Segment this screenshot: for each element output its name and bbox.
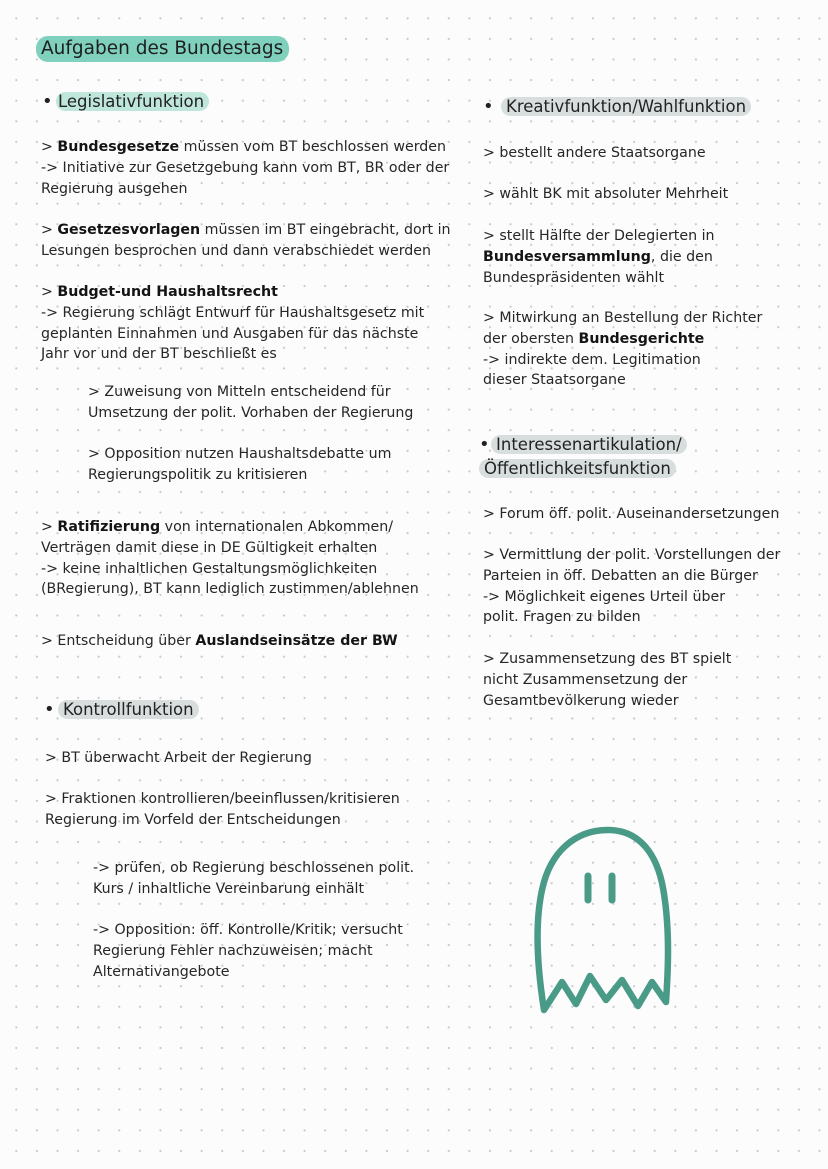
bullet-dot-icon: • — [44, 699, 55, 720]
kontroll-p3 — [93, 858, 414, 900]
text-span: müssen im BT eingebracht, dort in — [200, 222, 451, 238]
text-line: Jahr vor und der BT beschließt es — [41, 346, 277, 363]
kreativ-p3 — [483, 226, 715, 288]
text-line: > bestellt andere Staatsorgane — [483, 145, 706, 161]
text-line: -> Möglichkeit eigenes Urteil über — [483, 588, 726, 605]
bold-term: Budget-und Haushaltsrecht — [57, 284, 278, 300]
kreativ-heading-text: Kreativfunktion/Wahlfunktion — [501, 97, 751, 116]
interessen-heading — [479, 433, 687, 480]
page-title: Aufgaben des Bundestags — [36, 36, 289, 62]
bullet-dot-icon: • — [42, 91, 53, 112]
text-span: > — [41, 284, 58, 300]
text-line: (BRegierung), BT kann lediglich zustimmen/ablehnen — [41, 581, 419, 598]
legislativ-p4 — [88, 382, 413, 424]
text-line: > Vermittlung der polit. Vorstellungen der — [483, 547, 781, 563]
text-line: polit. Fragen zu bilden — [483, 609, 641, 626]
text-line: > Forum öff. polit. Auseinandersetzungen — [483, 506, 780, 522]
text-line: -> keine inhaltlichen Gestaltungsmöglichkeiten — [41, 560, 378, 577]
text-span: > — [41, 519, 58, 535]
text-line: Regierung im Vorfeld der Entscheidungen — [45, 811, 341, 828]
bold-term: Bundesgerichte — [578, 330, 705, 347]
text-line: Verträgen damit diese in DE Gültigkeit erhalten — [41, 539, 378, 556]
text-span: > — [41, 139, 58, 155]
legislativ-p2 — [41, 220, 451, 262]
bullet-dot-icon: • — [483, 96, 494, 117]
legislativ-p5 — [88, 444, 391, 486]
legislativ-p3 — [41, 282, 424, 365]
kreativ-heading — [483, 95, 751, 118]
text-line: Lesungen besprochen und dann verabschiedet werden — [41, 242, 432, 259]
legislativ-heading — [42, 90, 209, 113]
text-line: Kurs / inhaltliche Vereinbarung einhält — [93, 880, 365, 897]
text-line: -> indirekte dem. Legitimation — [483, 351, 701, 368]
text-line: > stellt Hälfte der Delegierten in — [483, 228, 715, 244]
text-line: -> Regierung schlägt Entwurf für Haushaltsgesetz mit — [41, 304, 425, 321]
interessen-heading-line2: Öffentlichkeitsfunktion — [479, 459, 676, 478]
text-span: > — [41, 222, 58, 238]
text-span: > Entscheidung über — [41, 633, 196, 649]
bold-term: Auslandseinsätze der BW — [195, 633, 398, 649]
text-line: Regierung Fehler nachzuweisen; macht — [93, 942, 373, 959]
bold-term: Ratifizierung — [57, 519, 161, 535]
text-line: > wählt BK mit absoluter Mehrheit — [483, 186, 729, 202]
bold-term: Gesetzesvorlagen — [57, 222, 201, 238]
text-span: der obersten — [483, 330, 579, 347]
kontroll-p1 — [45, 748, 312, 769]
text-line: nicht Zusammensetzung der — [483, 671, 688, 688]
kreativ-p1 — [483, 143, 706, 164]
text-line: > Zuweisung von Mitteln entscheidend für — [88, 384, 391, 400]
bold-term: Bundesgesetze — [57, 139, 180, 155]
kontroll-heading — [44, 698, 199, 721]
text-span: müssen vom BT beschlossen werden — [179, 139, 447, 155]
text-line: > Fraktionen kontrollieren/beeinflussen/kritisieren — [45, 791, 400, 807]
text-line: > Mitwirkung an Bestellung der Richter — [483, 310, 763, 326]
text-line: > BT überwacht Arbeit der Regierung — [45, 750, 312, 766]
interessen-heading-line1: Interessenartikulation/ — [491, 435, 687, 454]
text-line: Parteien in öff. Debatten an die Bürger — [483, 567, 758, 584]
text-line: Alternativangebote — [93, 963, 230, 980]
text-line: Regierungspolitik zu kritisieren — [88, 466, 308, 483]
kreativ-p2 — [483, 184, 728, 205]
bold-term: Bundesversammlung — [483, 248, 651, 265]
text-line: geplanten Einnahmen und Ausgaben für das nächste — [41, 325, 419, 342]
text-line: > Opposition nutzen Haushaltsdebatte um — [88, 446, 392, 462]
text-line: -> prüfen, ob Regierung beschlossenen polit. — [93, 860, 415, 876]
text-line: Regierung ausgehen — [41, 180, 188, 197]
text-line: Bundespräsidenten wählt — [483, 269, 665, 286]
kontroll-p4 — [93, 920, 403, 982]
kontroll-p2 — [45, 789, 400, 831]
text-line: > Zusammensetzung des BT spielt — [483, 651, 732, 667]
text-line: -> Opposition: öff. Kontrolle/Kritik; versucht — [93, 922, 403, 938]
text-line: Gesamtbevölkerung wieder — [483, 692, 679, 709]
text-line: Umsetzung der polit. Vorhaben der Regierung — [88, 404, 414, 421]
interessen-p2 — [483, 545, 780, 628]
legislativ-p6 — [41, 517, 419, 600]
legislativ-p1 — [41, 137, 449, 199]
text-line: dieser Staatsorgane — [483, 372, 626, 389]
text-span: , die den — [650, 248, 713, 265]
interessen-p1 — [483, 504, 779, 525]
kreativ-p4 — [483, 308, 762, 391]
interessen-p3 — [483, 649, 731, 711]
ghost-doodle-icon — [530, 822, 680, 1022]
kontroll-heading-text: Kontrollfunktion — [58, 700, 199, 719]
text-span: von internationalen Abkommen/ — [160, 519, 394, 535]
text-line: -> Initiative zur Gesetzgebung kann vom BT, BR oder der — [41, 159, 450, 176]
legislativ-p7 — [41, 631, 398, 652]
bullet-dot-icon: • — [479, 434, 490, 455]
legislativ-heading-text: Legislativfunktion — [56, 92, 209, 111]
